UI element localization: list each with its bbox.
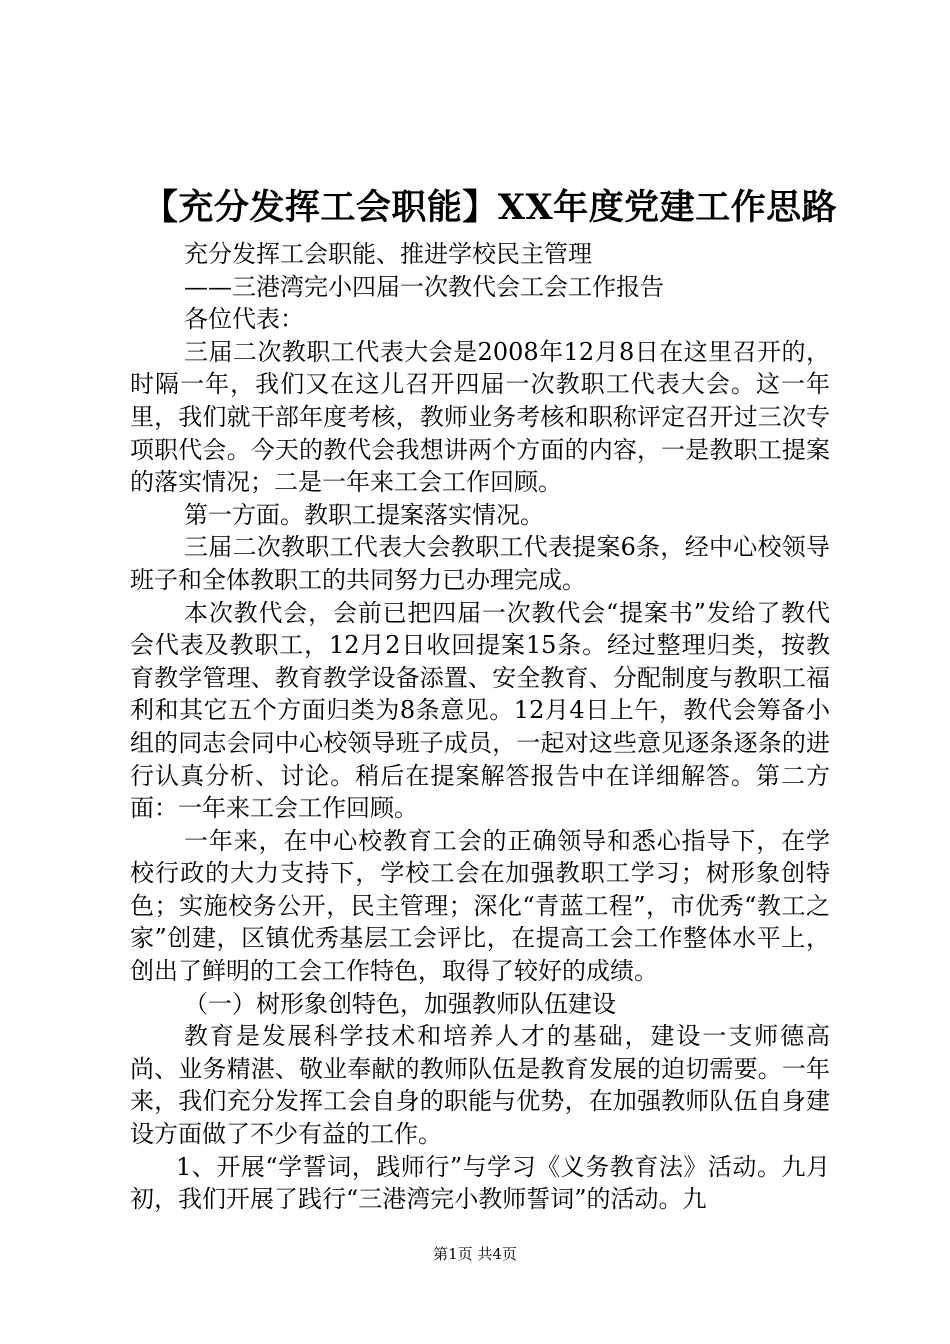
section-heading: 第一方面。教职工提案落实情况。 (184, 500, 544, 529)
subsection-heading: （一）树形象创特色，加强教师队伍建设 (184, 989, 616, 1018)
paragraph: 一年来，在中心校教育工会的正确领导和悉心指导下，在学校行政的大力支持下，学校工会在加强教职工学习；树形象创特色；实施校务公开，民主管理；深化“青蓝工程”，市优秀“教工之家”创建，区镇优秀基层工会评比，在提高工会工作整体水平上，创出了鲜明的工会工作特色，取得了较好的成绩。 (130, 826, 830, 986)
subtitle-line: 充分发挥工会职能、推进学校民主管理 (184, 240, 592, 268)
paragraph: 三届二次教职工代表大会是2008年12月8日在这里召开的，时隔一年，我们又在这儿召开四届一次教职工代表大会。这一年里，我们就干部年度考核，教师业务考核和职称评定召开过三次专项职代会。今天的教代会我想讲两个方面的内容，一是教职工提案的落实情况；二是一年来工会工作回顾。 (130, 337, 830, 497)
paragraph: 教育是发展科学技术和培养人才的基础，建设一支师德高尚、业务精湛、敬业奉献的教师队伍是教育发展的迫切需要。一年来，我们充分发挥工会自身的职能与优势，在加强教师队伍自身建设方面做了不少有益的工作。 (130, 1022, 830, 1149)
document-body (130, 238, 830, 1216)
document-title: 【充分发挥工会职能】XX年度党建工作思路 (142, 187, 838, 228)
subtitle-report-line: ——三港湾完小四届一次教代会工会工作报告 (184, 272, 664, 301)
paragraph: 1、开展“学誓词，践师行”与学习《义务教育法》活动。九月初，我们开展了践行“三港湾完小教师誓词”的活动。九 (130, 1152, 830, 1214)
page-footer: 第1页 共4页 (433, 1245, 517, 1263)
paragraph: 本次教代会，会前已把四届一次教代会“提案书”发给了教代会代表及教职工，12月2日收回提案15条。经过整理归类，按教育教学管理、教育教学设备添置、安全教育、分配制度与教职工福利和其它五个方面归类为8条意见。12月4日上午，教代会筹备小组的同志会同中心校领导班子成员，一起对这些意见逐条逐条的进行认真分析、讨论。稍后在提案解答报告中在详细解答。第二方面：一年来工会工作回顾。 (130, 598, 830, 823)
paragraph: 三届二次教职工代表大会教职工代表提案6条，经中心校领导班子和全体教职工的共同努力已办理完成。 (130, 533, 830, 594)
salutation: 各位代表： (184, 305, 304, 334)
